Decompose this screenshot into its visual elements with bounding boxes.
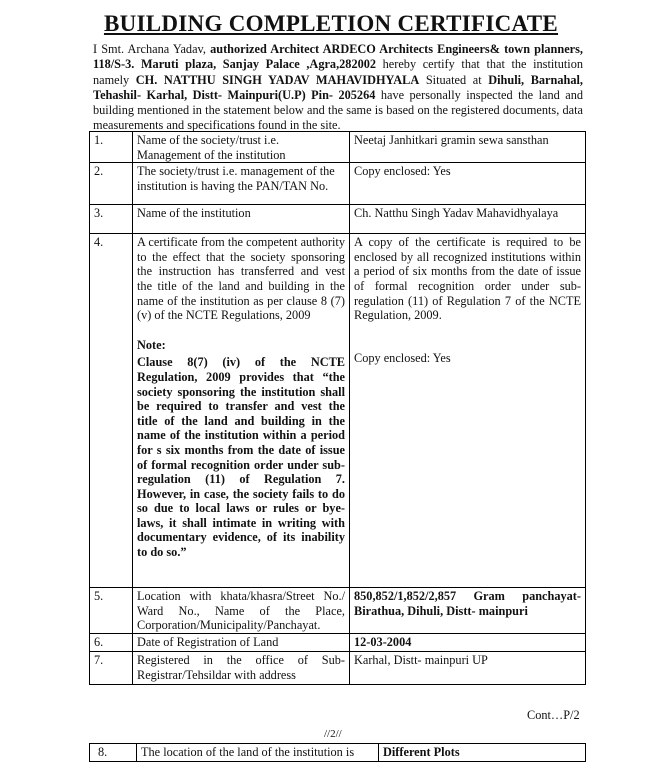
table-row: [90, 634, 586, 652]
row-label: The location of the land of the institution is: [137, 744, 379, 762]
row-value: Different Plots: [379, 744, 586, 762]
intro-text-2: hereby certify that that the institution namely: [93, 57, 583, 87]
row-number: 2.: [90, 163, 133, 205]
row-value-copy: Copy enclosed: Yes: [354, 350, 451, 365]
row-label: [133, 234, 350, 588]
row-number: 8.: [90, 744, 137, 762]
row-number: 3.: [90, 205, 133, 234]
document-title: BUILDING COMPLETION CERTIFICATE: [103, 11, 559, 36]
intro-text-4: have personally inspected the land and building mentioned in the statement below and the same is based on the registered documents, data measurements and specifications found in the site.: [93, 87, 583, 133]
table-row: [90, 132, 586, 163]
row-value: 850,852/1,852/2,857 Gram panchayat- Birathua, Dihuli, Distt- mainpuri: [350, 588, 586, 634]
row-label: The society/trust i.e. management of the institution is having the PAN/TAN No.: [133, 163, 350, 205]
row-label: Registered in the office of Sub-Registrar/Tehsildar with address: [133, 652, 350, 685]
certificate-table: [89, 131, 586, 685]
row-number: 6.: [90, 634, 133, 652]
row-value: [350, 234, 586, 588]
continuation-note: Cont…P/2: [527, 708, 580, 722]
note-text: Clause 8(7) (iv) of the NCTE Regulation, 2009 provides that “the society sponsoring the institution shall be required to transfer and vest the title of the land and building in the name of the institution within a period for s six months from the date of issue of formal recognition order under sub-regulation (11) of Regulation 7. However, in case, the society fails to do so due to local laws or rules or bye-laws, it shall intimate in writing with documentary evidence, of its inability to do so.”: [137, 355, 345, 560]
table-row: [90, 163, 586, 205]
row-value: Karhal, Distt- mainpuri UP: [350, 652, 586, 685]
row-value: Ch. Natthu Singh Yadav Mahavidhyalaya: [350, 205, 586, 234]
row-number: 7.: [90, 652, 133, 685]
table-row: [90, 652, 586, 685]
intro-architect: authorized Architect ARDECO Architects Engineers& town planners, 118/S-3. Maruti plaza, Sanjay Palace ,Agra,282002: [93, 42, 583, 72]
note-heading: Note:: [137, 337, 166, 352]
row-label: Name of the society/trust i.e. Management of the institution: [133, 132, 350, 163]
row-label: Name of the institution: [133, 205, 350, 234]
page-marker: //2//: [324, 728, 342, 740]
table-row: [90, 588, 586, 634]
table-row: [90, 234, 586, 588]
row-label: Location with khata/khasra/Street No./ Ward No., Name of the Place, Corporation/Municipality/Panchayat.: [133, 588, 350, 634]
intro-location: Dihuli, Barnahal, Tehashil- Karhal, Distt- Mainpuri(U.P) Pin- 205264: [93, 72, 583, 102]
row-number: 5.: [90, 588, 133, 634]
row-label: Date of Registration of Land: [133, 634, 350, 652]
row-value: Neetaj Janhitkari gramin sewa sansthan: [350, 132, 586, 163]
intro-text-3: Situated at: [419, 72, 489, 87]
row-number: 4.: [90, 234, 133, 588]
intro-institution: CH. NATTHU SINGH YADAV MAHAVIDHYALA: [135, 72, 420, 87]
intro-text-1: I Smt. Archana Yadav,: [93, 42, 211, 56]
certificate-table-page-2: [89, 743, 586, 762]
row-label-text: A certificate from the competent authority to the effect that the society sponsoring the instruction has transferred and vest the title of the land and building in the name of the institution as per clause 8 (7) (v) of the NCTE Regulations, 2009: [137, 235, 345, 323]
row-value: 12-03-2004: [350, 634, 586, 652]
table-row: [90, 205, 586, 234]
row-value-text: A copy of the certificate is required to be enclosed by all recognized institutions within a period of six months from the date of issue of formal recognition order under sub- regulation (11) of Regulation 7 of the NCTE Regulation, 2009.: [354, 235, 581, 323]
row-value: Copy enclosed: Yes: [350, 163, 586, 205]
table-row: [90, 744, 586, 762]
row-number: 1.: [90, 132, 133, 163]
intro-paragraph: [93, 42, 583, 134]
